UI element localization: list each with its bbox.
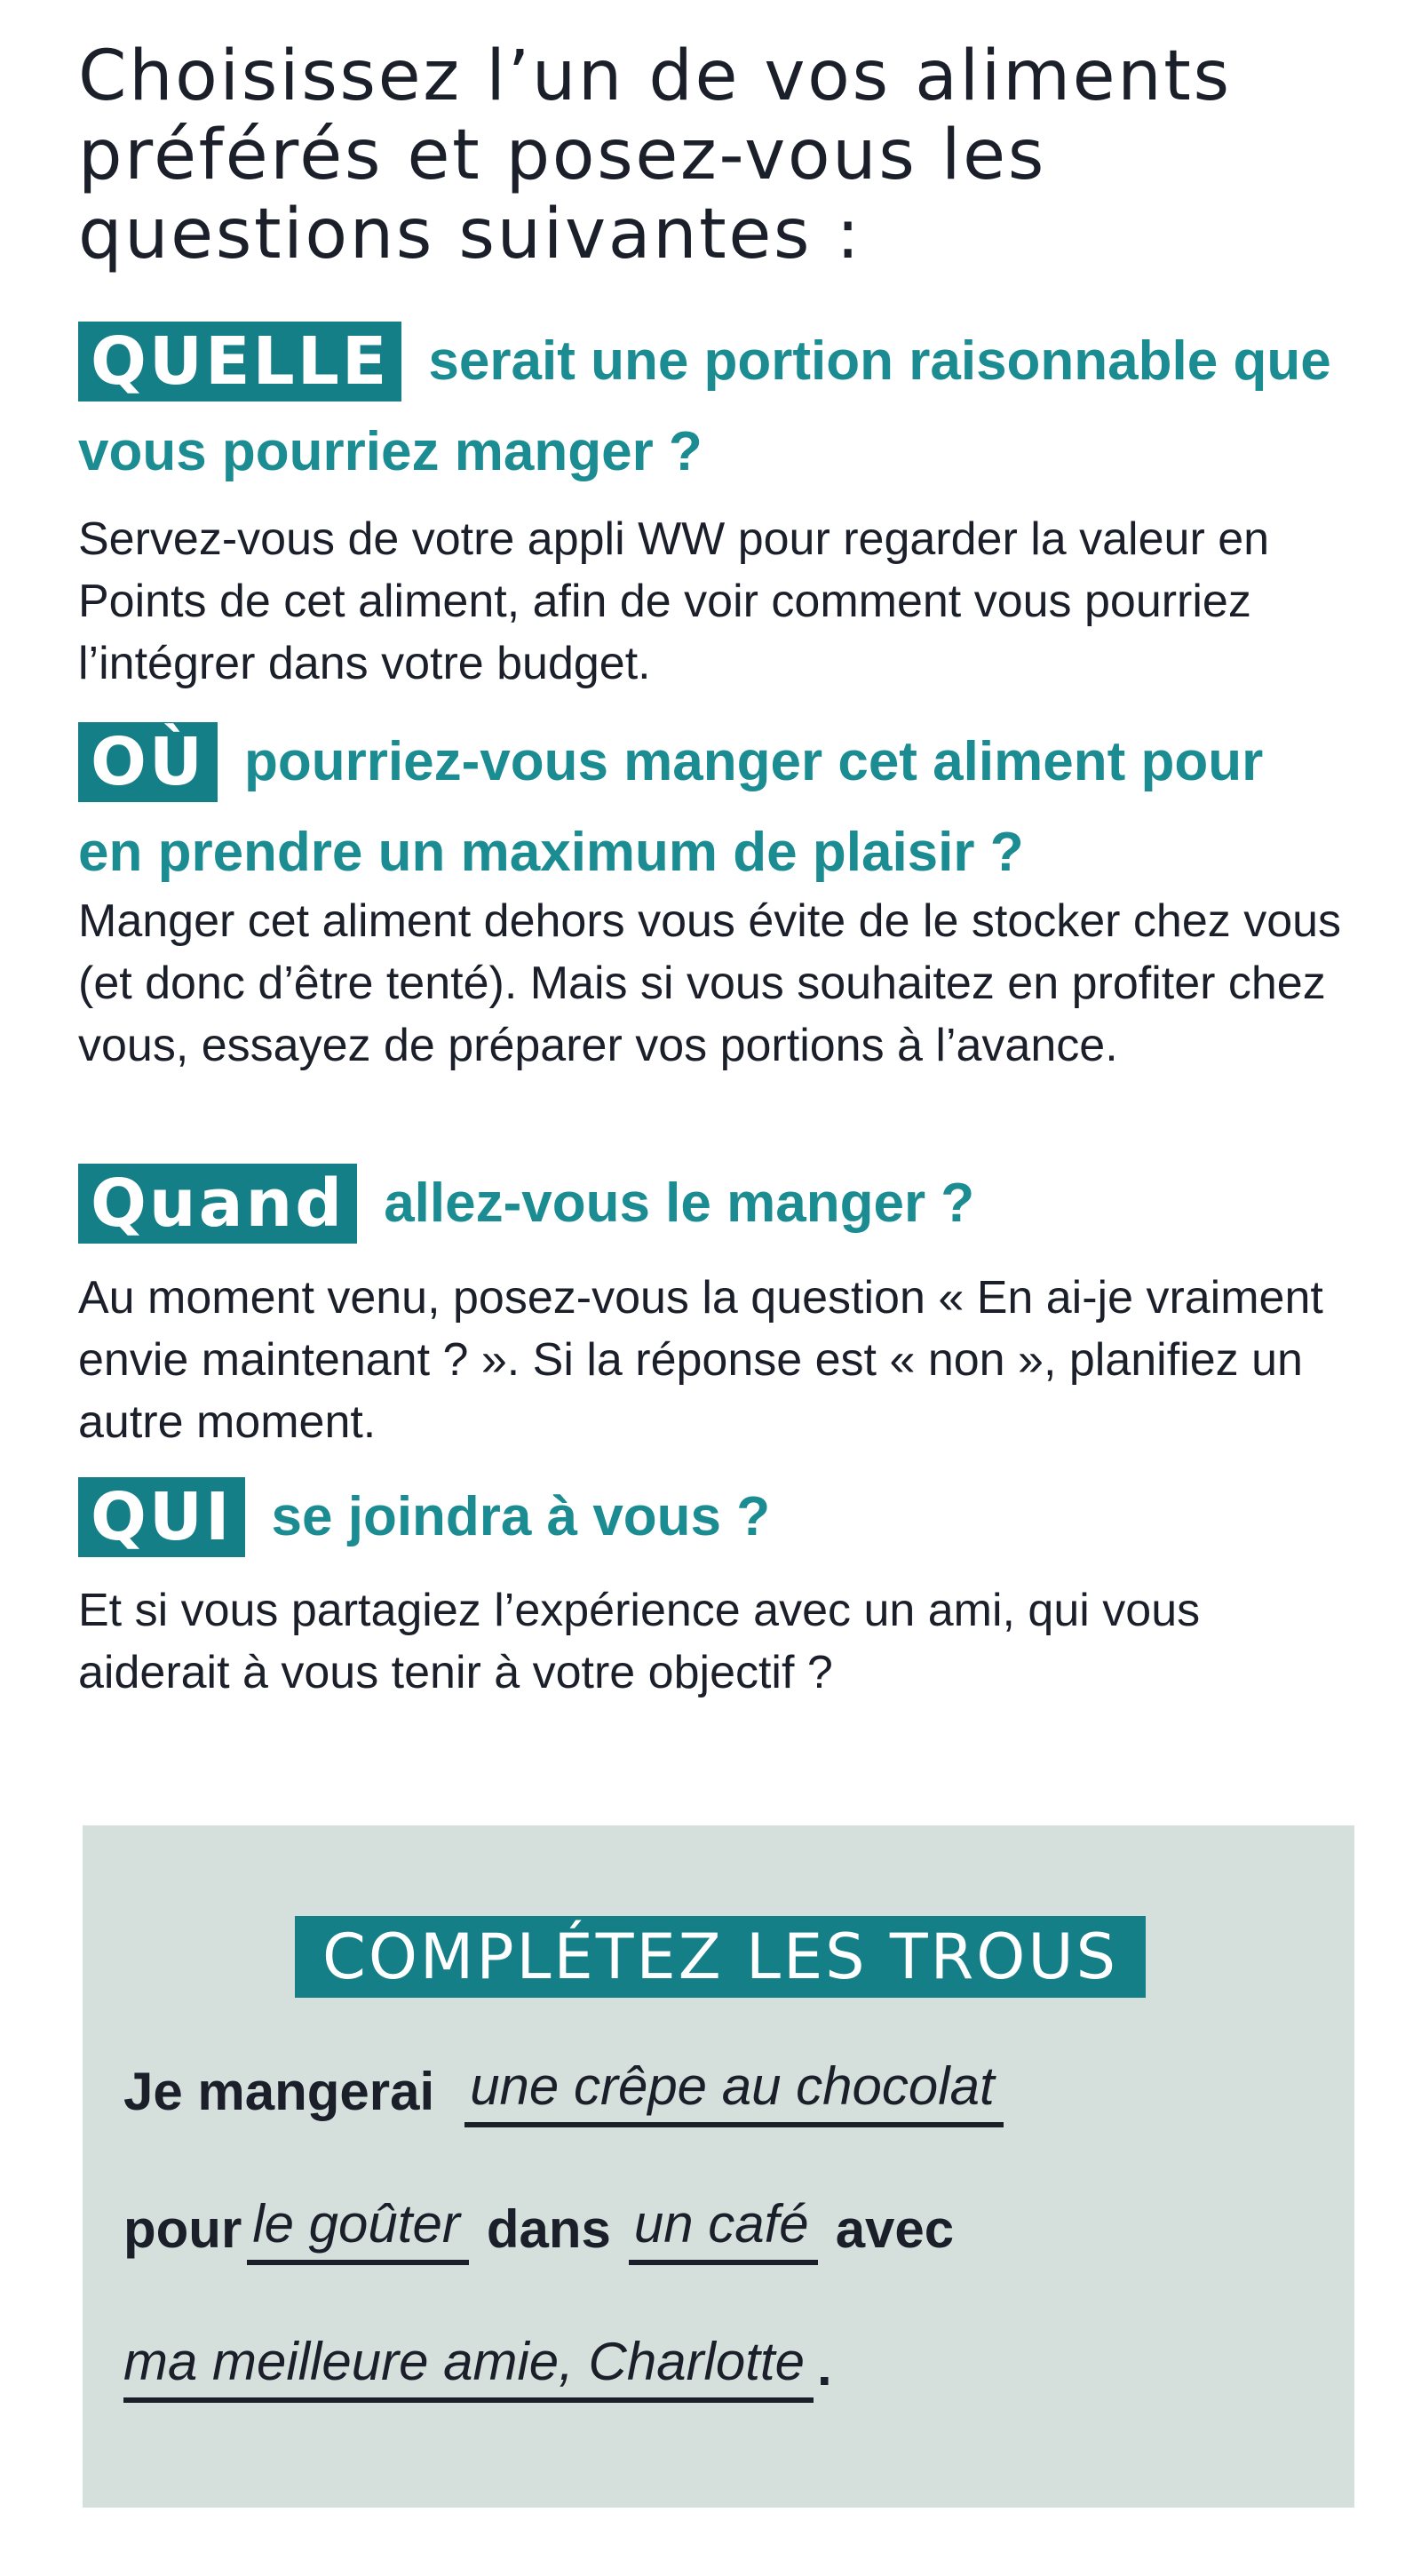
question-ou-body: Manger cet aliment dehors vous évite de le stocker chez vous (et donc d’être tenté). Mais si vous souhaitez en profiter chez vous, essayez de préparer vos portions à l’avance. [78, 895, 1342, 1071]
question-text-continued: en prendre un maximum de plaisir ? [78, 822, 1024, 883]
keyword-badge: QUELLE [78, 322, 401, 402]
intro-heading: Choisissez l’un de vos aliments préférés et posez-vous les questions suivantes : [78, 36, 1232, 274]
blank-who: ma meilleure amie, Charlotte [123, 2326, 814, 2403]
question-quelle-heading [78, 313, 1331, 492]
question-qui-heading [78, 1468, 770, 1557]
question-quand-body: Au moment venu, posez-vous la question « En ai-je vraiment envie maintenant ? ». Si la réponse est « non », planifiez un autre moment. [78, 1272, 1323, 1448]
keyword-badge: QUI [78, 1477, 245, 1557]
blank-where: un café [629, 2189, 818, 2265]
question-qui-body: Et si vous partagiez l’expérience avec un ami, qui vous aiderait à vous tenir à votre objectif ? [78, 1585, 1201, 1698]
panel-title: COMPLÉTEZ LES TROUS [295, 1916, 1146, 1998]
keyword-badge: OÙ [78, 722, 218, 802]
sentence-line-1 [123, 2030, 1021, 2127]
blank-food: une crêpe au chocolat [464, 2051, 1003, 2127]
question-text-continued: vous pourriez manger ? [78, 421, 703, 482]
question-text: se joindra à vous ? [271, 1486, 771, 1547]
question-text: pourriez-vous manger cet aliment pour [244, 731, 1264, 792]
sentence-period: . [816, 2337, 832, 2397]
question-ou-heading [78, 713, 1263, 893]
blank-when: le goûter [247, 2189, 469, 2265]
sentence-word: avec [835, 2199, 955, 2259]
question-quand-heading [78, 1155, 974, 1244]
question-text: allez-vous le manger ? [384, 1173, 975, 1234]
fill-in-panel [83, 1825, 1354, 2508]
sentence-line-3 [123, 2305, 832, 2403]
sentence-word: pour [123, 2199, 242, 2259]
sentence-word: dans [486, 2199, 611, 2259]
sentence-line-2 [123, 2167, 954, 2265]
question-quelle-body: Servez-vous de votre appli WW pour regarder la valeur en Points de cet aliment, afin de voir comment vous pourriez l’intégrer dans votre budget. [78, 513, 1270, 689]
keyword-badge: Quand [78, 1164, 357, 1244]
sentence-word: Je mangerai [123, 2062, 435, 2121]
question-text: serait une portion raisonnable que [428, 330, 1331, 392]
